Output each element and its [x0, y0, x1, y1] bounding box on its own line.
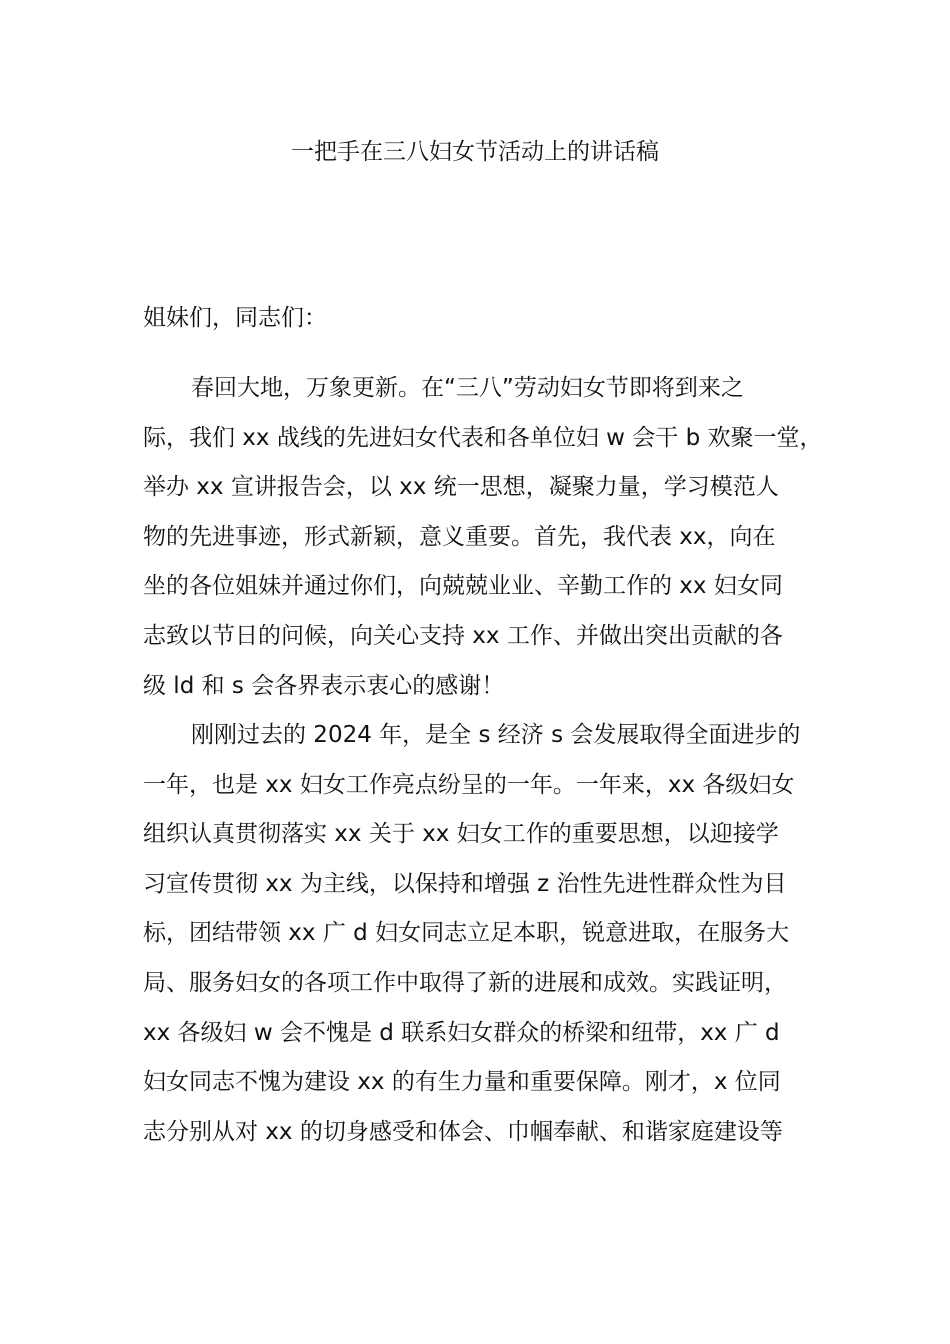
paragraph-line: 局、服务妇女的各项工作中取得了新的进展和成效。实践证明， — [143, 969, 787, 996]
paragraph-line: 组织认真贯彻落实 xx 关于 xx 妇女工作的重要思想，以迎接学 — [143, 821, 779, 848]
paragraph-line: 物的先进事迹，形式新颖，意义重要。首先，我代表 xx，向在 — [143, 523, 776, 550]
paragraph-line: 级 ld 和 s 会各界表示衷心的感谢！ — [143, 672, 505, 699]
paragraph-line: 一年，也是 xx 妇女工作亮点纷呈的一年。一年来，xx 各级妇女 — [143, 771, 795, 798]
paragraph-line: 妇女同志不愧为建设 xx 的有生力量和重要保障。刚才，x 位同 — [143, 1069, 781, 1096]
paragraph-line: 志分别从对 xx 的切身感受和体会、巾帼奉献、和谐家庭建设等 — [143, 1118, 783, 1145]
paragraph-line: 坐的各位姐妹并通过你们，向兢兢业业、辛勤工作的 xx 妇女同 — [143, 573, 783, 600]
paragraph-line: xx 各级妇 w 会不愧是 d 联系妇女群众的桥梁和纽带，xx 广 d — [143, 1019, 780, 1046]
paragraph-line: 举办 xx 宣讲报告会，以 xx 统一思想，凝聚力量，学习模范人 — [143, 474, 779, 501]
paragraph-line: 刚刚过去的 2024 年，是全 s 经济 s 会发展取得全面进步的 — [191, 722, 801, 748]
paragraph-line: 标，团结带领 xx 广 d 妇女同志立足本职，锐意进取，在服务大 — [143, 920, 790, 947]
paragraph-2 — [143, 711, 823, 1157]
paragraph-line: 际，我们 xx 战线的先进妇女代表和各单位妇 w 会干 b 欢聚一堂， — [143, 424, 823, 451]
paragraph-line: 习宣传贯彻 xx 为主线，以保持和增强 z 治性先进性群众性为目 — [143, 870, 787, 897]
document-title: 一把手在三八妇女节活动上的讲话稿 — [291, 139, 659, 165]
paragraph-line: 志致以节日的问候，向关心支持 xx 工作、并做出突出贡献的各 — [143, 622, 783, 649]
paragraph-line: 春回大地，万象更新。在“三八”劳动妇女节即将到来之 — [191, 375, 744, 401]
salutation: 姐妹们，同志们： — [143, 305, 327, 331]
paragraph-1 — [143, 364, 823, 711]
